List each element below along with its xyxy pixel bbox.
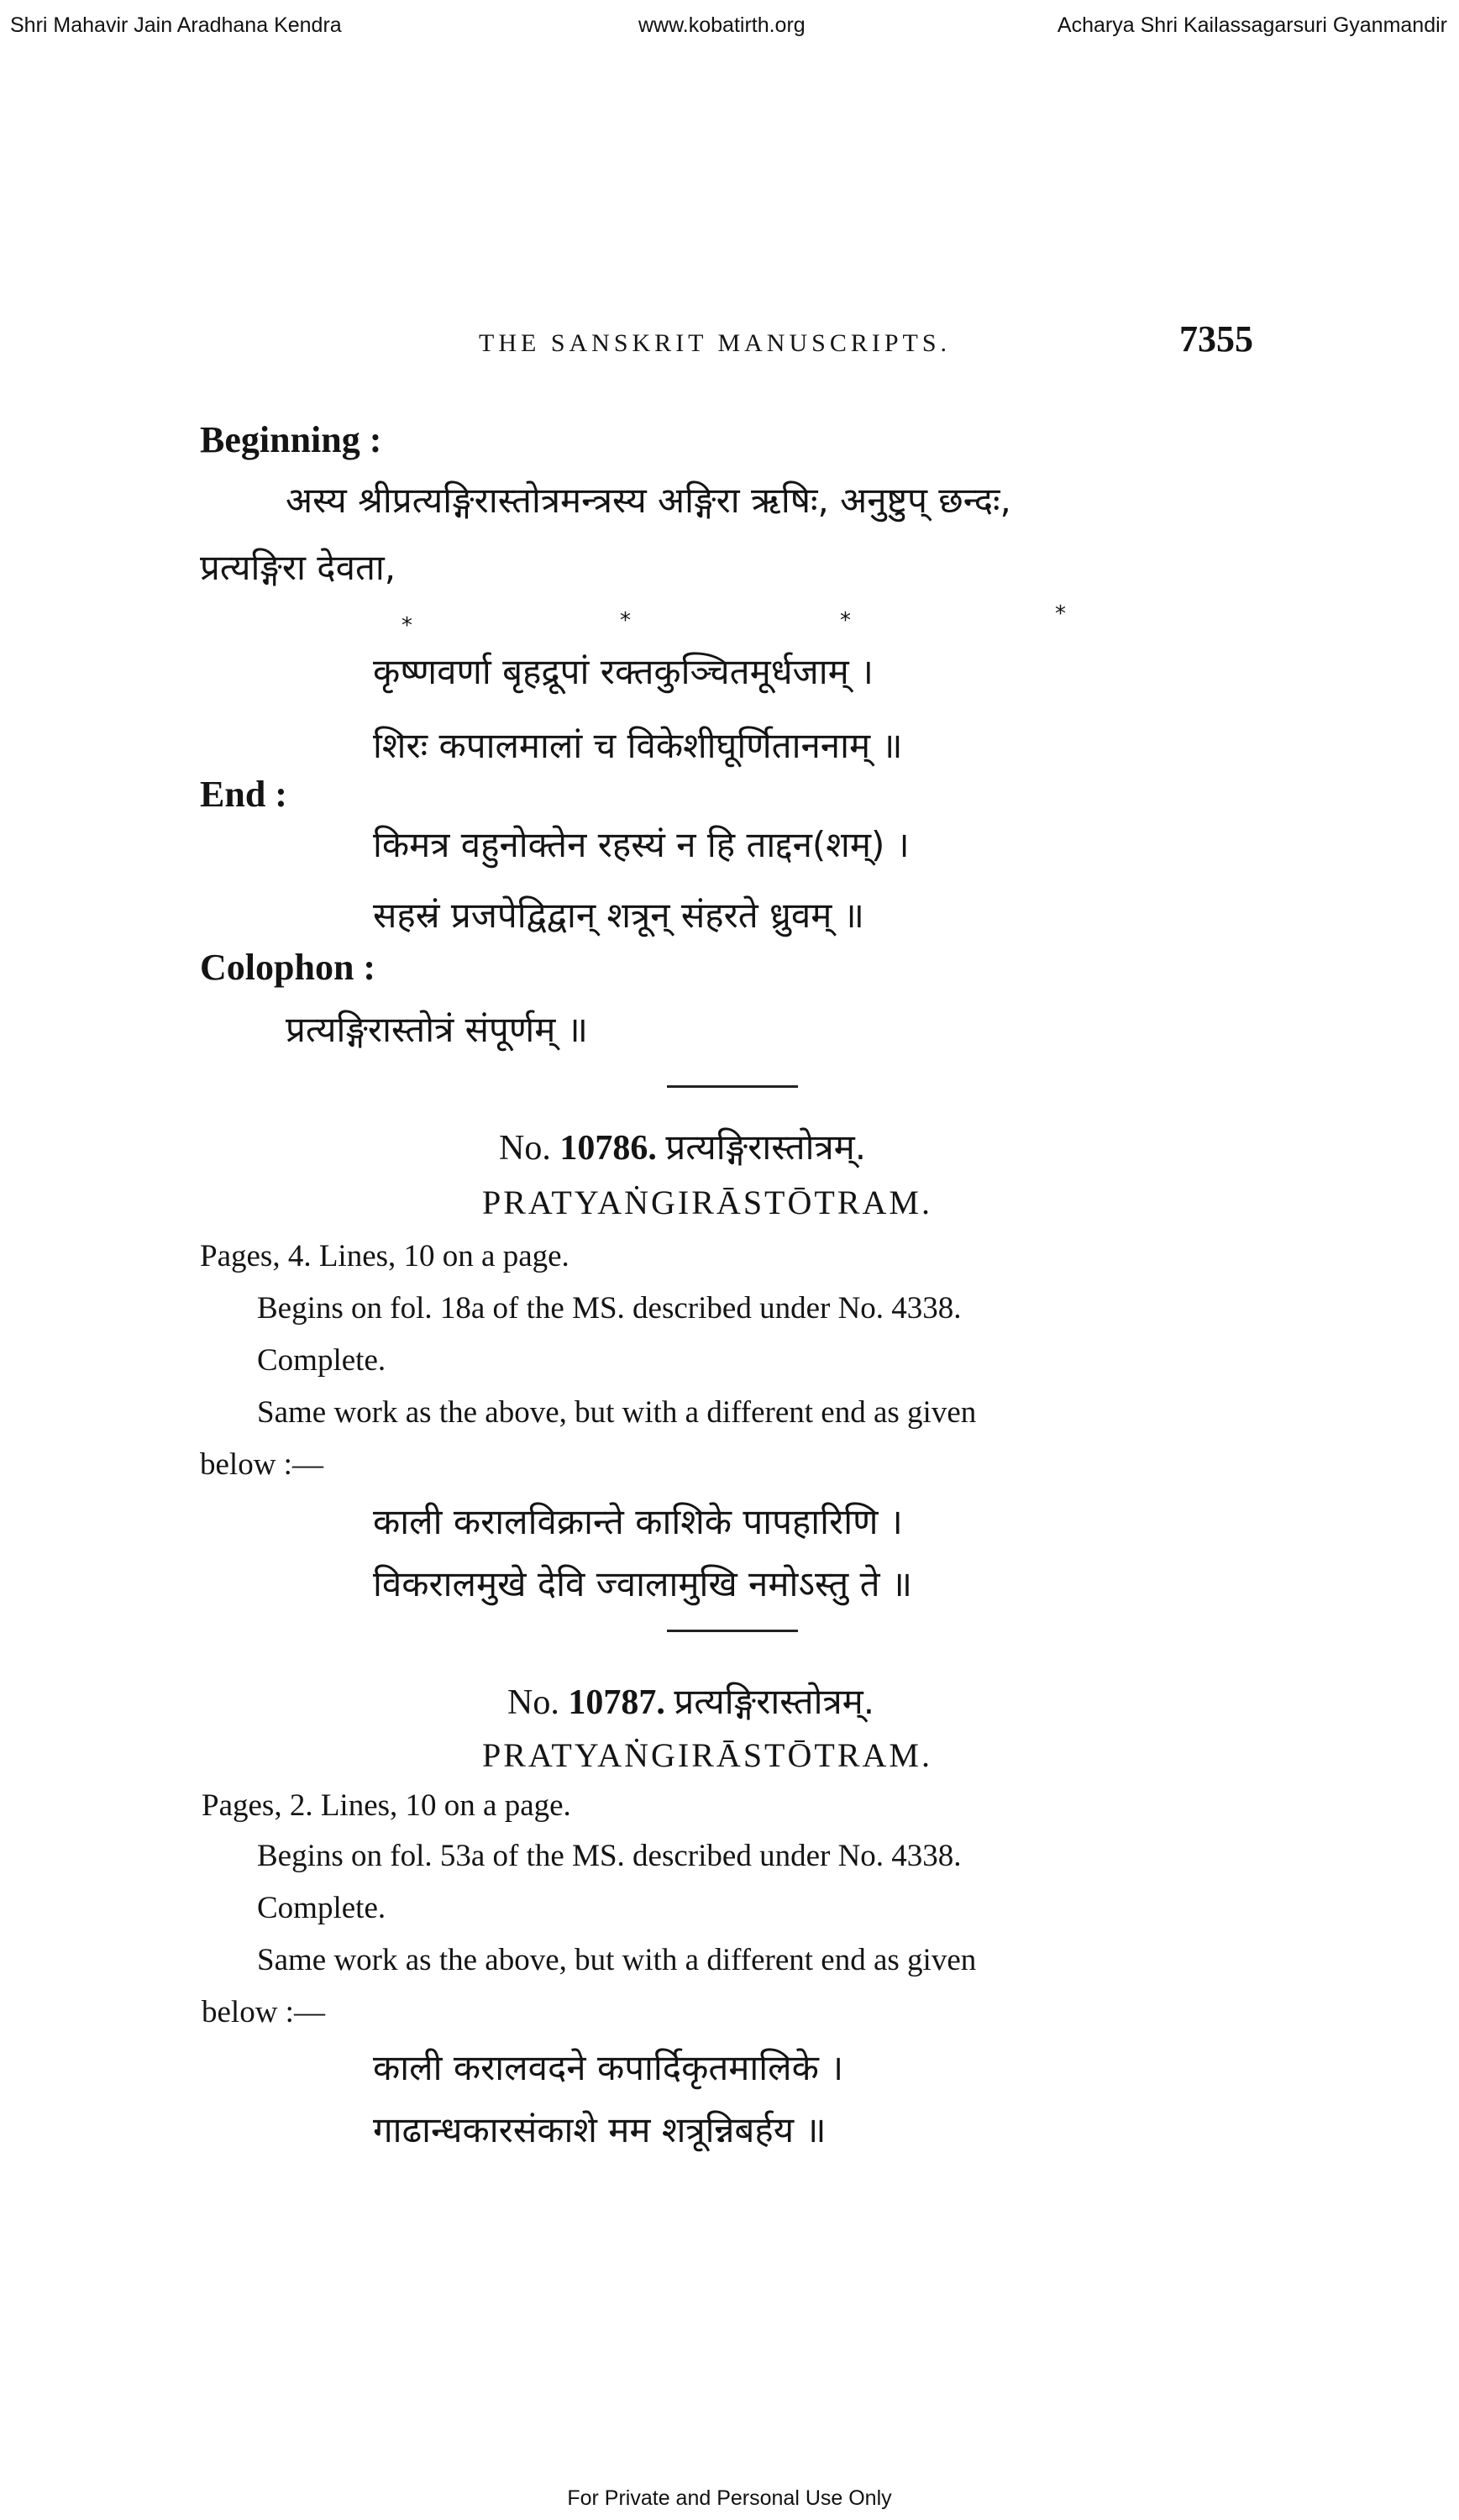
asterisk-3: * [840,608,851,633]
asterisk-1: * [401,613,412,638]
beginning-line-2: प्रत्यङ्गिरा देवता, [200,547,396,588]
entry-10787-begins: Begins on fol. 53a of the MS. described under No. 4338. [257,1839,962,1873]
footer-notice: For Private and Personal Use Only [567,2486,892,2510]
end-verse-1: किमत्र वहुनोक्तेन रहस्यं न हि ताद्दन(शम्) । [373,824,910,865]
entry-10787-same-work-1: Same work as the above, but with a different end as given [257,1943,977,1977]
entry-10787-transliteration: PRATYAṄGIRĀSTŌTRAM. [482,1736,932,1774]
asterisk-4: * [1055,601,1066,627]
entry-10787-complete: Complete. [257,1891,386,1925]
entry-10787-pages: Pages, 2. Lines, 10 on a page. [202,1788,571,1823]
entry-10786-transliteration: PRATYAṄGIRĀSTŌTRAM. [482,1184,932,1221]
banner-center: www.kobatirth.org [638,13,806,37]
section-divider-1 [667,1085,798,1088]
entry-title-devanagari: प्रत्यङ्गिरास्तोत्रम्. [674,1681,875,1722]
end-verse-2: सहस्रं प्रजपेद्विद्वान् शत्रून् संहरते ध्रुवम् ॥ [373,895,864,936]
beginning-verse-2: शिरः कपालमालां च विकेशीघूर्णिताननाम् ॥ [373,725,903,766]
entry-title-devanagari: प्रत्यङ्गिरास्तोत्रम्. [665,1126,867,1168]
end-label: End : [200,774,287,815]
colophon-label: Colophon : [200,947,376,988]
entry-10787-verse-2: गाढान्धकारसंकाशे मम शत्रून्निबर्हय ॥ [373,2109,827,2150]
colophon-text: प्रत्यङ्गिरास्तोत्रं संपूर्णम् ॥ [286,1009,588,1050]
entry-no-label: No. [499,1129,551,1168]
entry-10786-begins: Begins on fol. 18a of the MS. described under No. 4338. [257,1291,962,1326]
banner-right: Acharya Shri Kailassagarsuri Gyanmandir [1057,13,1447,37]
entry-no-label: No. [507,1683,559,1722]
running-head: THE SANSKRIT MANUSCRIPTS. [479,329,952,357]
entry-number: 10787. [568,1683,665,1722]
beginning-verse-1: कृष्णवर्णा बृहद्रूपां रक्तकुञ्चितमूर्धजाम् । [373,651,874,692]
entry-10786-verse-1: काली करालविक्रान्ते काशिके पापहारिणि । [373,1501,903,1542]
banner-left: Shri Mahavir Jain Aradhana Kendra [10,13,342,37]
entry-10786-same-work-1: Same work as the above, but with a different end as given [257,1395,977,1430]
entry-10786-same-work-2: below :— [200,1447,323,1482]
beginning-label: Beginning : [200,419,382,460]
entry-number: 10786. [559,1129,657,1168]
entry-10786-complete: Complete. [257,1343,386,1378]
entry-10786-title [499,1122,866,1170]
entry-10787-title [507,1677,874,1725]
entry-10786-verse-2: विकरालमुखे देवि ज्वालामुखि नमोऽस्तु ते ॥ [373,1563,913,1604]
entry-10787-same-work-2: below :— [202,1995,325,2029]
asterisk-2: * [620,608,631,633]
entry-10786-pages: Pages, 4. Lines, 10 on a page. [200,1239,569,1273]
page-number: 7355 [1179,318,1253,360]
entry-10787-verse-1: काली करालवदने कपार्दिकृतमालिके । [373,2047,844,2088]
beginning-line-1: अस्य श्रीप्रत्यङ्गिरास्तोत्रमन्त्रस्य अङ्गिरा ऋषिः, अनुष्टुप् छन्दः, [286,480,1011,521]
section-divider-2 [667,1630,798,1632]
